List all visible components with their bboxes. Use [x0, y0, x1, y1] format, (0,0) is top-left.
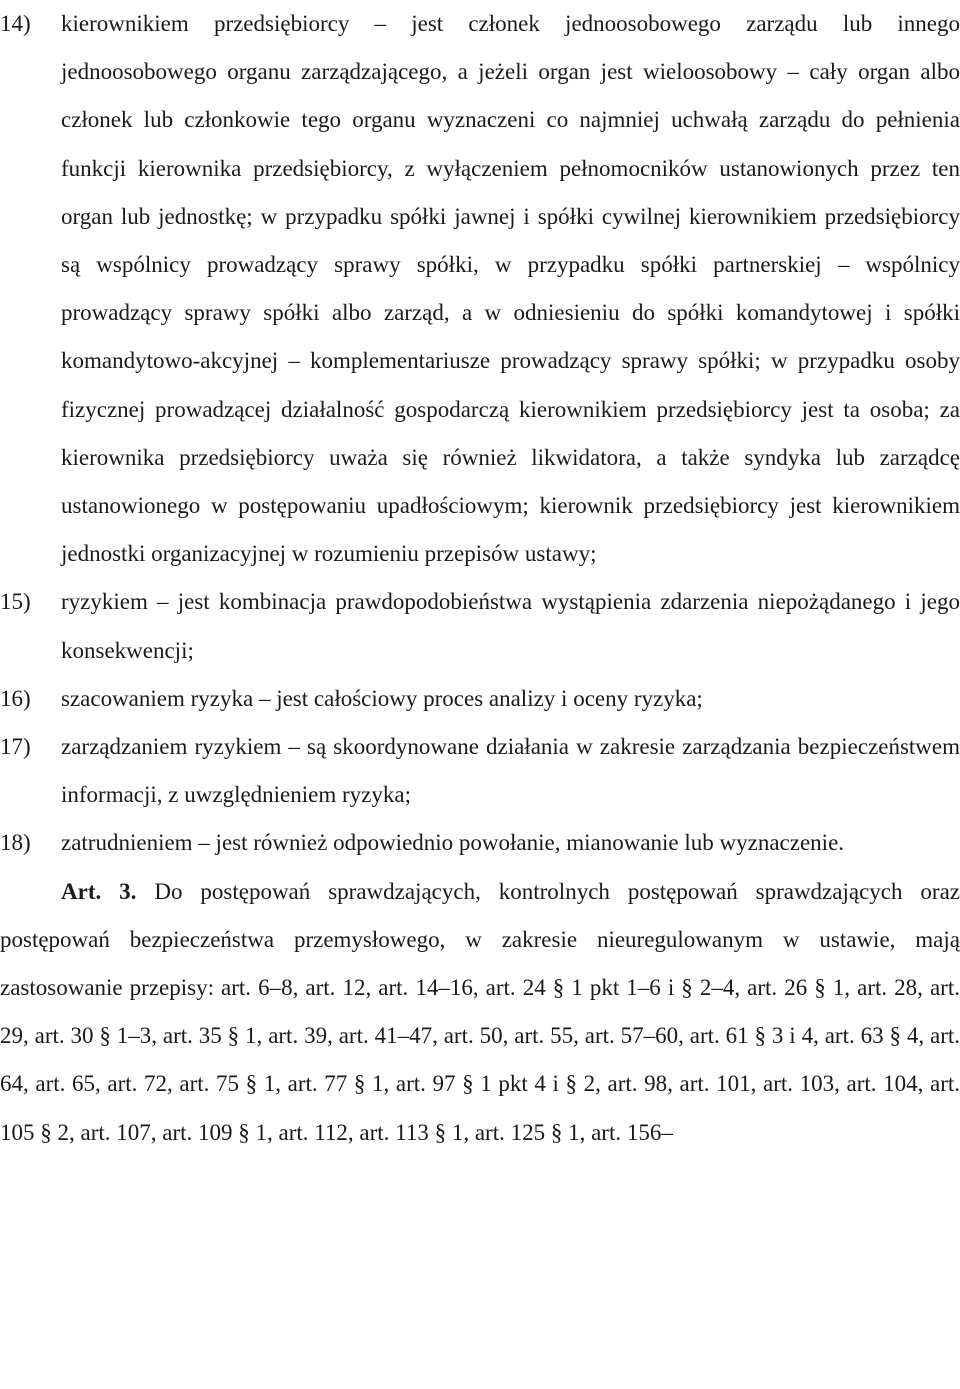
- item-text: zatrudnieniem – jest również odpowiednio powołanie, mianowanie lub wyznaczenie.: [61, 830, 845, 856]
- item-text: kierownikiem przedsiębiorcy – jest członek jednoosobowego zarządu lub innego jednoosobowego organu zarządzającego, a jeżeli organ jest wieloosobowy – cały organ albo członek lub członkowie tego organu wyznaczeni co najmniej uchwałą zarządu do pełnienia funkcji kierownika przedsiębiorcy, z wyłączeniem pełnomocników ustanowionych przez ten organ lub jednostkę; w przypadku spółki jawnej i spółki cywilnej kierownikiem przedsiębiorcy są wspólnicy prowadzący sprawy spółki, w przypadku spółki partnerskiej – wspólnicy prowadzący sprawy spółki albo zarząd, a w odniesieniu do spółki komandytowej i spółki komandytowo-akcyjnej – komplementariusze prowadzący sprawy spółki; w przypadku osoby fizycznej prowadzącej działalność gospodarczą kierownikiem przedsiębiorcy jest ta osoba; za kierownika przedsiębiorcy uważa się również likwidatora, a także syndyka lub zarządcę ustanowionego w postępowaniu upadłościowym; kierownik przedsiębiorcy jest kierownikiem jednostki organizacyjnej w rozumieniu przepisów ustawy;: [61, 11, 960, 567]
- item-text: szacowaniem ryzyka – jest całościowy proces analizy i oceny ryzyka;: [61, 685, 703, 711]
- item-text: zarządzaniem ryzykiem – są skoordynowane działania w zakresie zarządzania bezpieczeństwem informacji, z uwzględnieniem ryzyka;: [61, 734, 960, 808]
- list-item-18: [0, 819, 960, 867]
- list-item-16: [0, 675, 960, 723]
- item-text: ryzykiem – jest kombinacja prawdopodobieństwa wystąpienia zdarzenia niepożądanego i jego konsekwencji;: [61, 589, 960, 663]
- item-number: 15): [0, 589, 31, 615]
- item-number: 17): [0, 734, 31, 760]
- item-number: 18): [0, 830, 31, 856]
- list-item-17: [0, 723, 960, 819]
- item-number: 14): [0, 11, 31, 36]
- article-3: [0, 868, 960, 1157]
- article-label: Art. 3.: [61, 878, 137, 904]
- article-text: Do postępowań sprawdzających, kontrolnych postępowań sprawdzających oraz postępowań bezpieczeństwa przemysłowego, w zakresie nieuregulowanym w ustawie, mają zastosowanie przepisy: art. 6–8, art. 12, art. 14–16, art. 24 § 1 pkt 1–6 i § 2–4, art. 26 § 1, art. 28, art. 29, art. 30 § 1–3, art. 35 § 1, art. 39, art. 41–47, art. 50, art. 55, art. 57–60, art. 61 § 3 i 4, art. 63 § 4, art. 64, art. 65, art. 72, art. 75 § 1, art. 77 § 1, art. 97 § 1 pkt 4 i § 2, art. 98, art. 101, art. 103, art. 104, art. 105 § 2, art. 107, art. 109 § 1, art. 112, art. 113 § 1, art. 125 § 1, art. 156–: [0, 878, 960, 1145]
- list-item-14: [0, 0, 960, 578]
- list-item-15: [0, 578, 960, 674]
- item-number: 16): [0, 685, 31, 711]
